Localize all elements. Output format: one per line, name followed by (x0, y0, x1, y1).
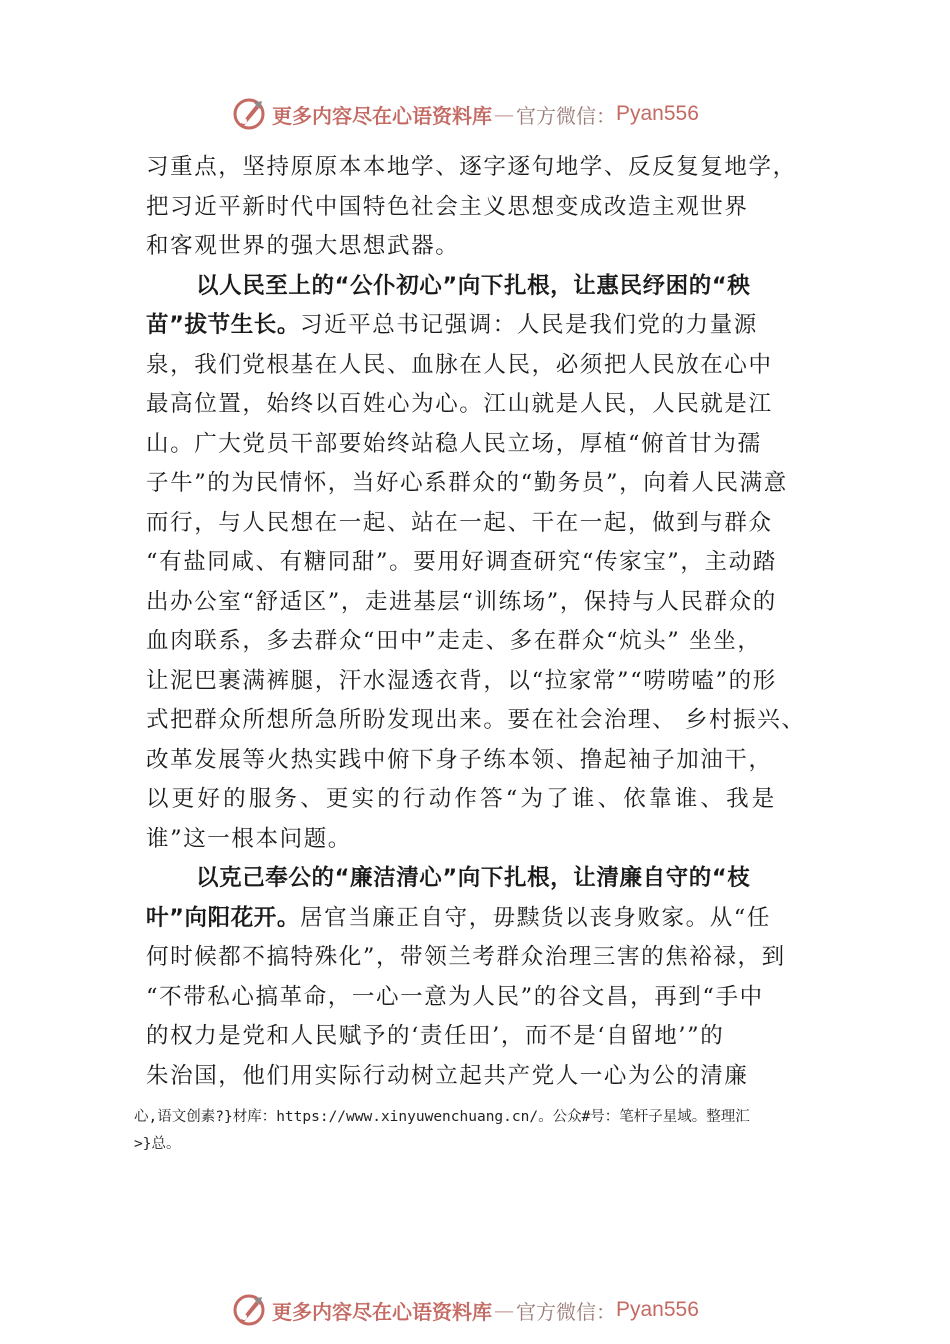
text-line: 血肉联系，多去群众“田中”走走、多在群众“炕头” 坐坐， (146, 628, 762, 654)
banner-wechat-handle: Pyan556 (616, 1298, 699, 1321)
text-line: 子牛”的为民情怀，当好心系群众的“勤务员”，向着人民满意 (146, 470, 788, 496)
text-line: 何时候都不搞特殊化”，带领兰考群众治理三害的焦裕禄，到 (146, 944, 786, 970)
text-line: 以更好的服务、更实的行动作答“为了谁、依靠谁、我是 (146, 786, 778, 812)
text-line: 山。广大党员干部要始终站稳人民立场，厚植“俯首甘为孺 (146, 430, 762, 457)
paragraph-1 (146, 148, 826, 267)
text-line: 把习近平新时代中国特色社会主义思想变成改造主观世界 (146, 193, 749, 220)
text-line: 改革发展等火热实践中俯下身子练本领、撸起袖子加油干， (146, 746, 773, 773)
banner-brand-text: 更多内容尽在心语资料库 (272, 103, 492, 128)
paragraph-heading: 以克己奉公的“廉洁清心”向下扎根，让清廉自守的“枝 (196, 865, 751, 891)
text-line: 最高位置，始终以百姓心为心。江山就是人民，人民就是江 (146, 391, 773, 417)
paragraph-3 (146, 859, 826, 1096)
text-line: 让泥巴裹满裤腿，汗水湿透衣背，以“拉家常”“唠唠嗑”的形 (146, 667, 777, 694)
text-line: 的权力是党和人民赋予的‘责任田’，而不是‘自留地’”的 (146, 1023, 725, 1049)
header-banner (232, 94, 752, 134)
text-line: 泉，我们党根基在人民、血脉在人民，必须把人民放在心中 (146, 351, 773, 378)
text-span: 居官当廉正自守，毋黩货以丧身败家。从“任 (300, 904, 772, 931)
banner-brand-text: 更多内容尽在心语资料库 (272, 1299, 492, 1324)
banner-wechat-label: 官方微信： (516, 1299, 616, 1324)
quill-logo-icon (232, 97, 266, 131)
text-line: 朱治国，他们用实际行动树立起共产党人一心为公的清廉 (146, 1062, 749, 1089)
text-line: 谁”这一根本问题。 (146, 825, 352, 852)
paragraph-heading: 苗”拔节生长。 (146, 312, 300, 338)
text-line: 出办公室“舒适区”，走进基层“训练场”，保持与人民群众的 (146, 588, 777, 615)
paragraph-2 (146, 267, 826, 860)
text-line: “不带私心搞革命，一心一意为人民”的谷文昌，再到“手中 (146, 983, 764, 1010)
footnote-line: 心,语文创素?}材库：https://www.xinyuwenchuang.cn/。公众#号：笔杆子星域。整理汇 (134, 1109, 750, 1125)
text-span: 习近平总书记强调：人民是我们党的力量源 (300, 312, 758, 338)
document-body (146, 148, 826, 1096)
text-line: “有盐同咸、有糖同甜”。要用好调查研究“传家宝”，主动踏 (146, 549, 777, 575)
footnote-line: >}总。 (134, 1136, 181, 1152)
text-line (146, 899, 826, 939)
source-footnote (134, 1104, 834, 1158)
banner-wechat-label: 官方微信： (516, 103, 616, 128)
banner-dash: — (494, 1298, 514, 1322)
footer-banner (232, 1290, 752, 1330)
text-line (146, 267, 826, 307)
text-line: 习重点，坚持原原本本地学、逐字逐句地学、反反复复地学， (146, 154, 797, 180)
banner-wechat-handle: Pyan556 (616, 102, 699, 125)
text-line (146, 859, 826, 899)
quill-logo-icon (232, 1293, 266, 1327)
text-line: 式把群众所想所急所盼发现出来。要在社会治理、 乡村振兴、 (146, 707, 806, 733)
text-line: 和客观世界的强大思想武器。 (146, 233, 460, 259)
text-line (146, 306, 826, 346)
paragraph-heading: 以人民至上的“公仆初心”向下扎根，让惠民纾困的“秧 (196, 272, 751, 299)
banner-dash: — (494, 102, 514, 126)
text-line: 而行，与人民想在一起、站在一起、干在一起，做到与群众 (146, 509, 773, 536)
paragraph-heading: 叶”向阳花开。 (146, 904, 300, 931)
